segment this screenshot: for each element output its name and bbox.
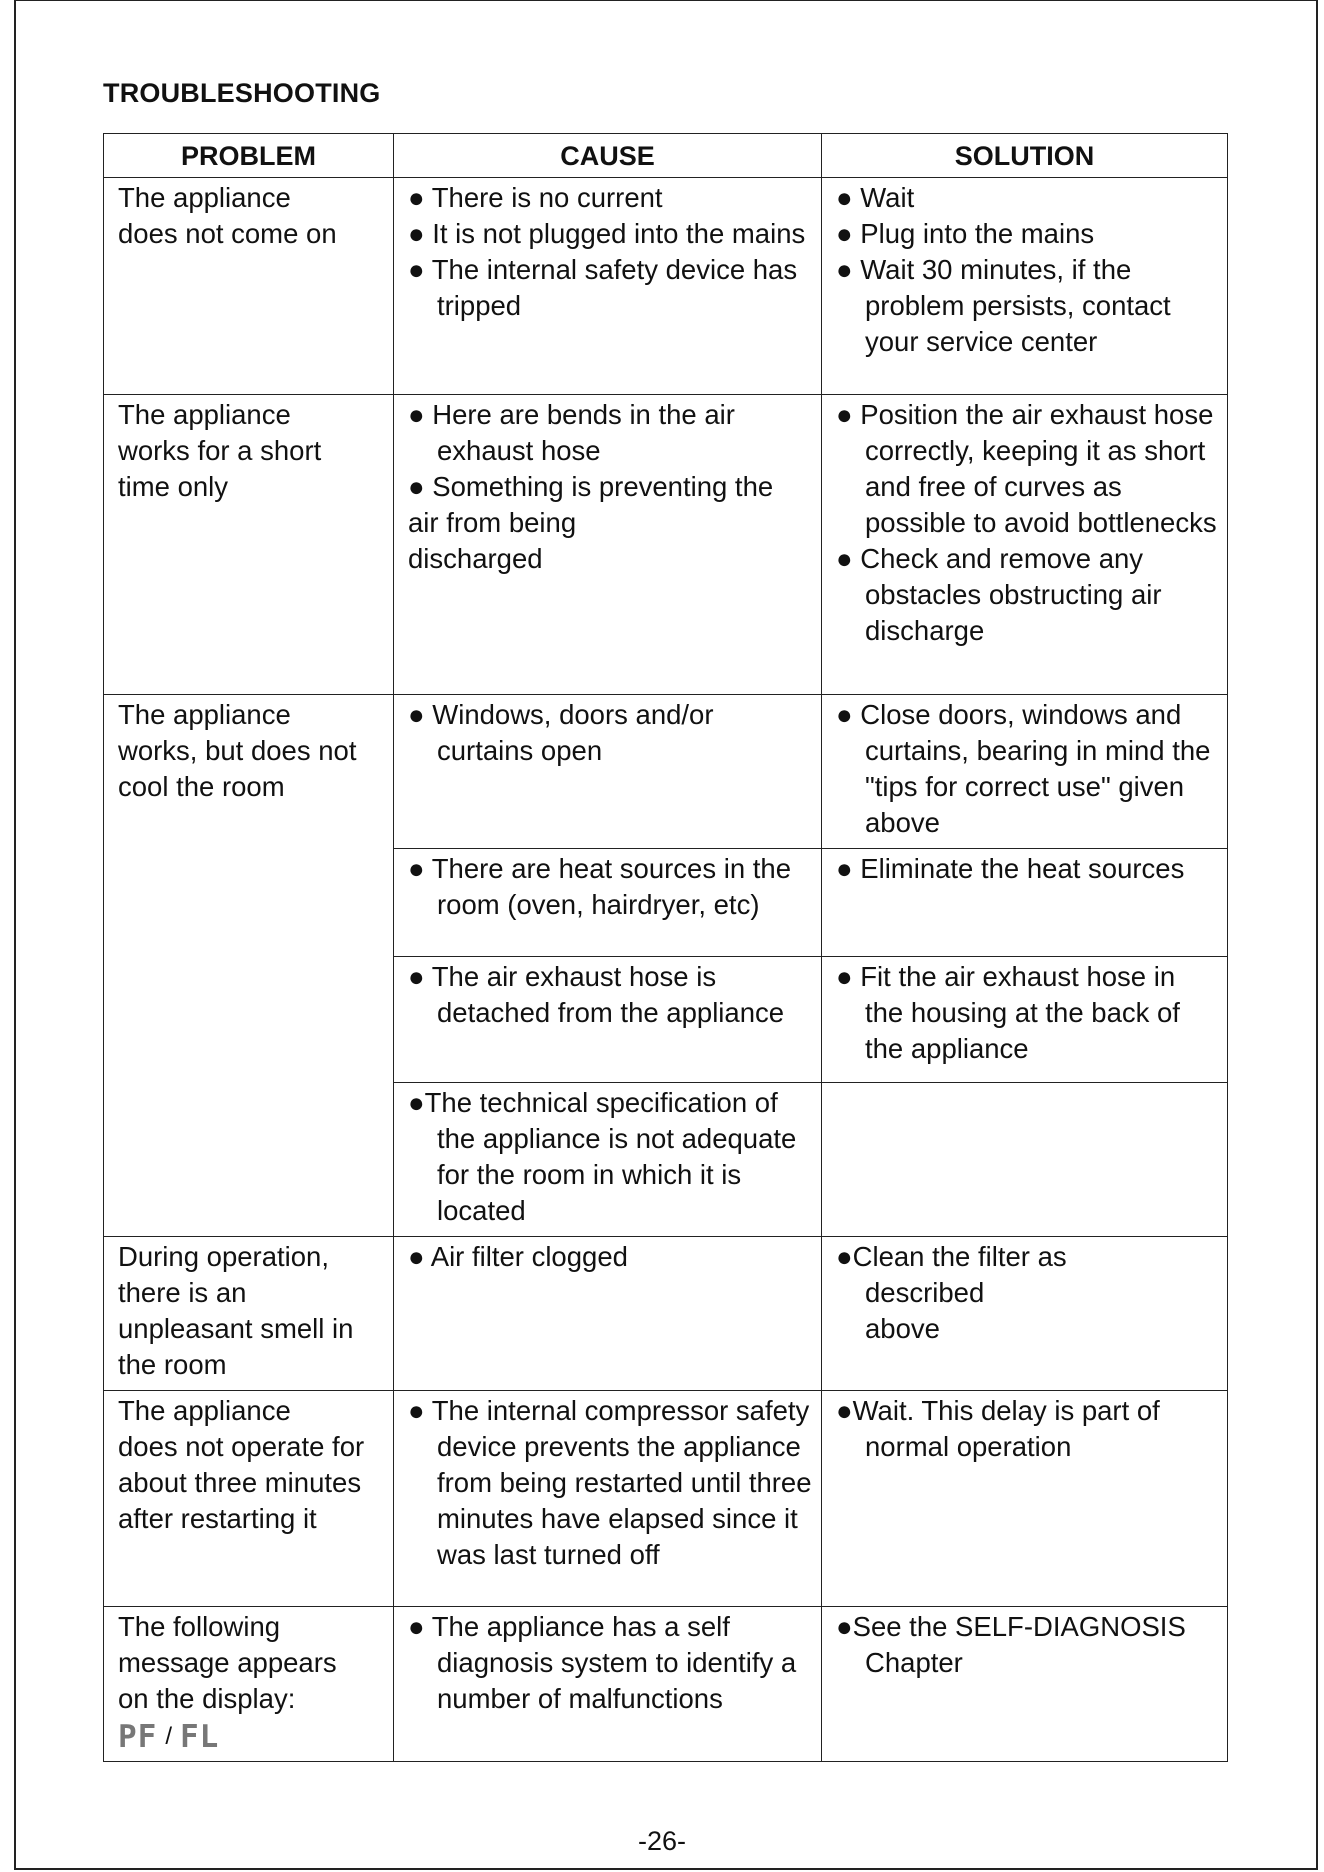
pf-display-code: PF — [118, 1718, 158, 1755]
header-row — [104, 134, 1228, 178]
cause-item: ● Something is preventing the — [408, 471, 774, 502]
problem-line: The appliance — [118, 1395, 291, 1426]
solution-item: ● Plug into the mains — [836, 218, 1095, 249]
solution-cell — [822, 1607, 1228, 1762]
problem-line: The appliance — [118, 182, 291, 213]
cause-cell — [394, 1391, 822, 1607]
solution-item: ●Wait. This delay is part of normal operation — [836, 1395, 1160, 1462]
cause-cell — [394, 395, 822, 695]
solution-cell — [822, 849, 1228, 957]
solution-line: described — [865, 1277, 985, 1308]
problem-line: works for a short — [118, 435, 322, 466]
problem-cell — [104, 695, 394, 1237]
problem-cell — [104, 178, 394, 395]
problem-header: PROBLEM — [104, 134, 394, 178]
troubleshooting-table — [103, 133, 1228, 1762]
solution-item: ● Check and remove any obstacles obstructing air discharge — [836, 543, 1162, 646]
problem-line: does not come on — [118, 218, 337, 249]
solution-item: ● Position the air exhaust hose correctly, keeping it as short and free of curves as possible to avoid bottlenecks — [836, 399, 1217, 538]
problem-line: The appliance — [118, 699, 291, 730]
cause-cell — [394, 957, 822, 1083]
cause-cell — [394, 1607, 822, 1762]
table-row — [104, 395, 1228, 695]
problem-cell — [104, 1391, 394, 1607]
display-codes — [118, 1717, 385, 1755]
cause-item: ● The appliance has a self diagnosis system to identify a number of malfunctions — [408, 1611, 797, 1714]
problem-line: message appears — [118, 1647, 337, 1678]
cause-item: ● Here are bends in the air exhaust hose — [408, 399, 735, 466]
cause-header: CAUSE — [394, 134, 822, 178]
solution-item: ● Wait — [836, 182, 915, 213]
cause-item: ● There is no current — [408, 182, 663, 213]
solution-cell — [822, 1083, 1228, 1237]
problem-line: The appliance — [118, 399, 291, 430]
solution-cell — [822, 395, 1228, 695]
problem-cell — [104, 1607, 394, 1762]
solution-cell — [822, 178, 1228, 395]
cause-cell — [394, 1237, 822, 1391]
solution-cell — [822, 695, 1228, 849]
cause-line: air from being — [408, 507, 577, 538]
problem-cell — [104, 395, 394, 695]
table-row — [104, 1607, 1228, 1762]
cause-cell — [394, 1083, 822, 1237]
cause-line: discharged — [408, 543, 543, 574]
table-row — [104, 1391, 1228, 1607]
solution-item: ● Wait 30 minutes, if the problem persists, contact your service center — [836, 254, 1171, 357]
cause-item: ●The technical specification of the appliance is not adequate for the room in which it is located — [408, 1087, 797, 1226]
page-title: TROUBLESHOOTING — [103, 78, 381, 108]
cause-item: ● It is not plugged into the mains — [408, 218, 806, 249]
cause-item: ● The air exhaust hose is detached from the appliance — [408, 961, 785, 1028]
problem-line: after restarting it — [118, 1503, 317, 1534]
problem-cell — [104, 1237, 394, 1391]
page-number: -26- — [637, 1826, 686, 1856]
problem-line: time only — [118, 471, 229, 502]
cause-item: ● Windows, doors and/or curtains open — [408, 699, 714, 766]
problem-line: cool the room — [118, 771, 285, 802]
problem-line: the room — [118, 1349, 227, 1380]
solution-item: ●See the SELF-DIAGNOSIS Chapter — [836, 1611, 1186, 1678]
problem-line: unpleasant smell in — [118, 1313, 354, 1344]
cause-cell — [394, 849, 822, 957]
solution-header: SOLUTION — [822, 134, 1228, 178]
code-separator: / — [165, 1722, 172, 1750]
cause-item: ● The internal compressor safety device prevents the appliance from being restarted until three minutes have elapsed since it was last turned off — [408, 1395, 812, 1570]
problem-line: The following — [118, 1611, 281, 1642]
problem-line: works, but does not — [118, 735, 357, 766]
table-row — [104, 1237, 1228, 1391]
problem-line: During operation, — [118, 1241, 329, 1272]
solution-cell — [822, 1391, 1228, 1607]
cause-item: ● The internal safety device has tripped — [408, 254, 798, 321]
fl-display-code: FL — [180, 1718, 220, 1755]
solution-item: ● Fit the air exhaust hose in the housing at the back of the appliance — [836, 961, 1180, 1064]
problem-line: does not operate for — [118, 1431, 365, 1462]
cause-cell — [394, 695, 822, 849]
table-row — [104, 695, 1228, 849]
problem-line: there is an — [118, 1277, 247, 1308]
cause-item: ● There are heat sources in the room (oven, hairdryer, etc) — [408, 853, 791, 920]
solution-item: ● Close doors, windows and curtains, bearing in mind the "tips for correct use" given above — [836, 699, 1211, 838]
problem-line: on the display: — [118, 1683, 296, 1714]
solution-line: ●Clean the filter as — [836, 1241, 1067, 1272]
table-row — [104, 178, 1228, 395]
solution-item: ● Eliminate the heat sources — [836, 853, 1185, 884]
solution-line: above — [865, 1313, 940, 1344]
problem-line: about three minutes — [118, 1467, 362, 1498]
cause-item: ● Air filter clogged — [408, 1241, 628, 1272]
cause-cell — [394, 178, 822, 395]
solution-cell — [822, 1237, 1228, 1391]
solution-cell — [822, 957, 1228, 1083]
